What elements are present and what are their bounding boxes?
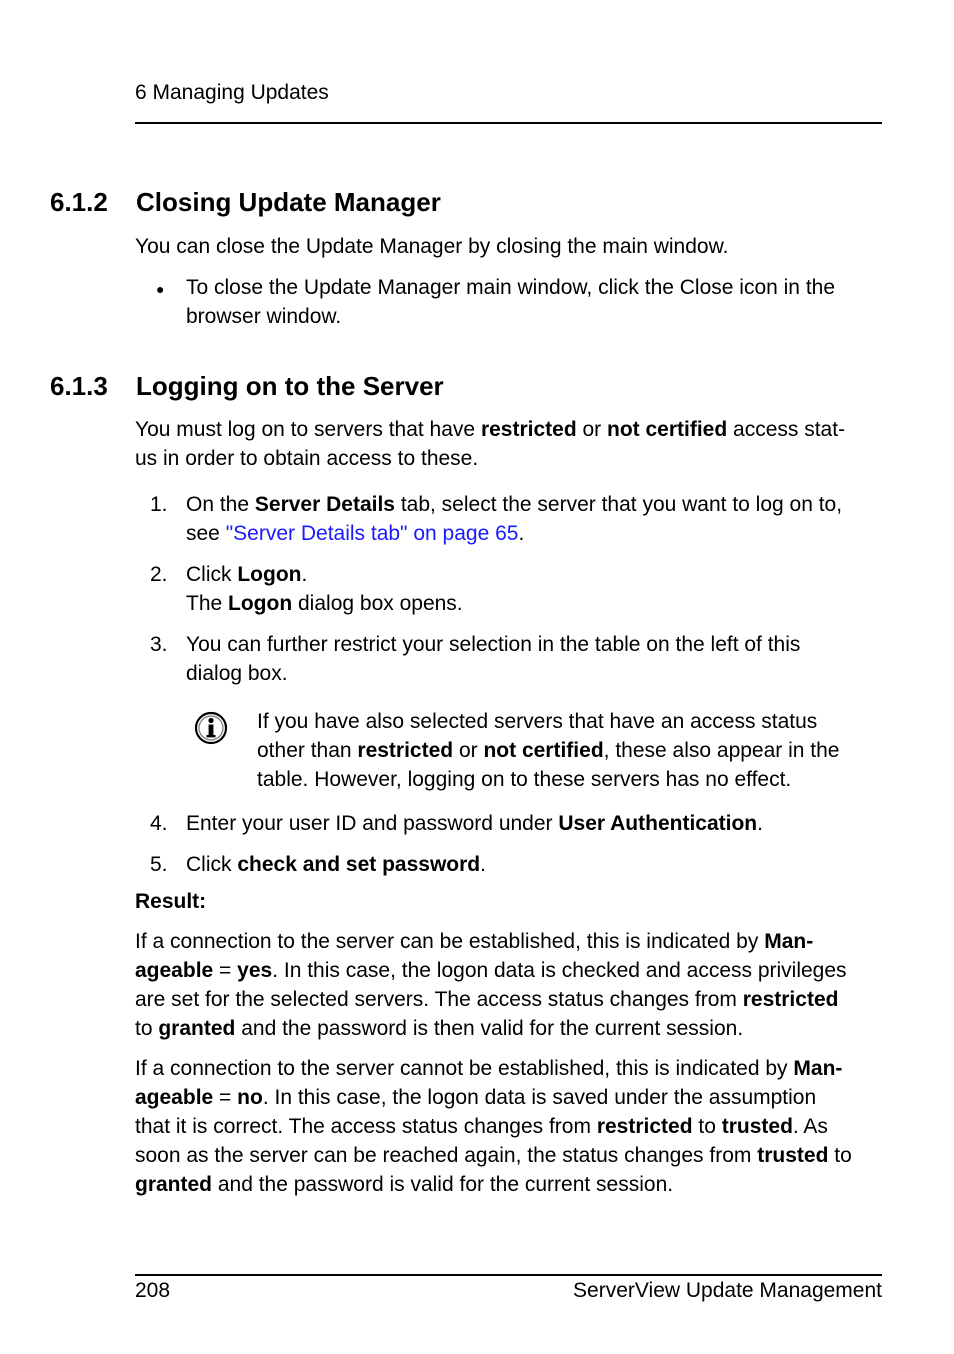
step-number: 3. — [150, 633, 168, 656]
paragraph-line: You must log on to servers that have restricted or not certified access stat- — [135, 418, 846, 441]
section-heading-6-1-2 — [50, 187, 441, 218]
step-text-line: The Logon dialog box opens. — [186, 592, 463, 615]
step-text-line: Click check and set password. — [186, 853, 486, 876]
paragraph-line: that it is correct. The access status changes from restricted to trusted. As — [135, 1115, 828, 1138]
section-number: 6.1.2 — [50, 187, 108, 217]
step-text-line: On the Server Details tab, select the server that you want to log on to, — [186, 493, 843, 516]
paragraph-line: If a connection to the server can be established, this is indicated by Man- — [135, 930, 814, 953]
paragraph-line: to granted and the password is then valid for the current session. — [135, 1017, 744, 1040]
paragraph-line: soon as the server can be reached again, the status changes from trusted to — [135, 1144, 852, 1167]
step-number: 4. — [150, 812, 168, 835]
section-title: Closing Update Manager — [136, 187, 441, 217]
paragraph-line: If a connection to the server cannot be established, this is indicated by Man- — [135, 1057, 843, 1080]
note-text-line: table. However, logging on to these servers has no effect. — [257, 768, 792, 791]
page-number: 208 — [135, 1279, 171, 1302]
section-heading-6-1-3 — [50, 371, 444, 402]
paragraph-line: are set for the selected servers. The access status changes from restricted — [135, 988, 839, 1011]
step-number: 1. — [150, 493, 168, 516]
result-label: Result: — [135, 890, 207, 913]
section-title: Logging on to the Server — [136, 371, 444, 401]
bullet-text-line: browser window. — [186, 305, 342, 328]
section-number: 6.1.3 — [50, 371, 108, 401]
cross-reference-link[interactable]: "Server Details tab" on page 65 — [225, 522, 519, 545]
paragraph-line: ageable = yes. In this case, the logon data is checked and access privileges — [135, 959, 847, 982]
running-header: 6 Managing Updates — [135, 81, 329, 104]
step-text-line: Enter your user ID and password under User Authentication. — [186, 812, 763, 835]
step-number: 2. — [150, 563, 168, 586]
step-text-line: dialog box. — [186, 662, 288, 685]
bullet-text-line: To close the Update Manager main window, click the Close icon in the — [186, 276, 836, 299]
paragraph-line: granted and the password is valid for the current session. — [135, 1173, 674, 1196]
step-text-line: see "Server Details tab" on page 65. — [186, 522, 525, 545]
step-text-line: You can further restrict your selection in the table on the left of this — [186, 633, 801, 656]
note-text-line: If you have also selected servers that have an access status — [257, 710, 818, 733]
note-text-line: other than restricted or not certified, these also appear in the — [257, 739, 840, 762]
step-text-line: Click Logon. — [186, 563, 308, 586]
header-rule — [135, 122, 882, 124]
paragraph-line: ageable = no. In this case, the logon data is saved under the assumption — [135, 1086, 817, 1109]
paragraph-line: us in order to obtain access to these. — [135, 447, 479, 470]
info-icon — [193, 710, 229, 746]
bullet-marker: ● — [156, 281, 165, 297]
step-number: 5. — [150, 853, 168, 876]
paragraph: You can close the Update Manager by closing the main window. — [135, 235, 729, 258]
running-footer: ServerView Update Management — [573, 1279, 882, 1302]
